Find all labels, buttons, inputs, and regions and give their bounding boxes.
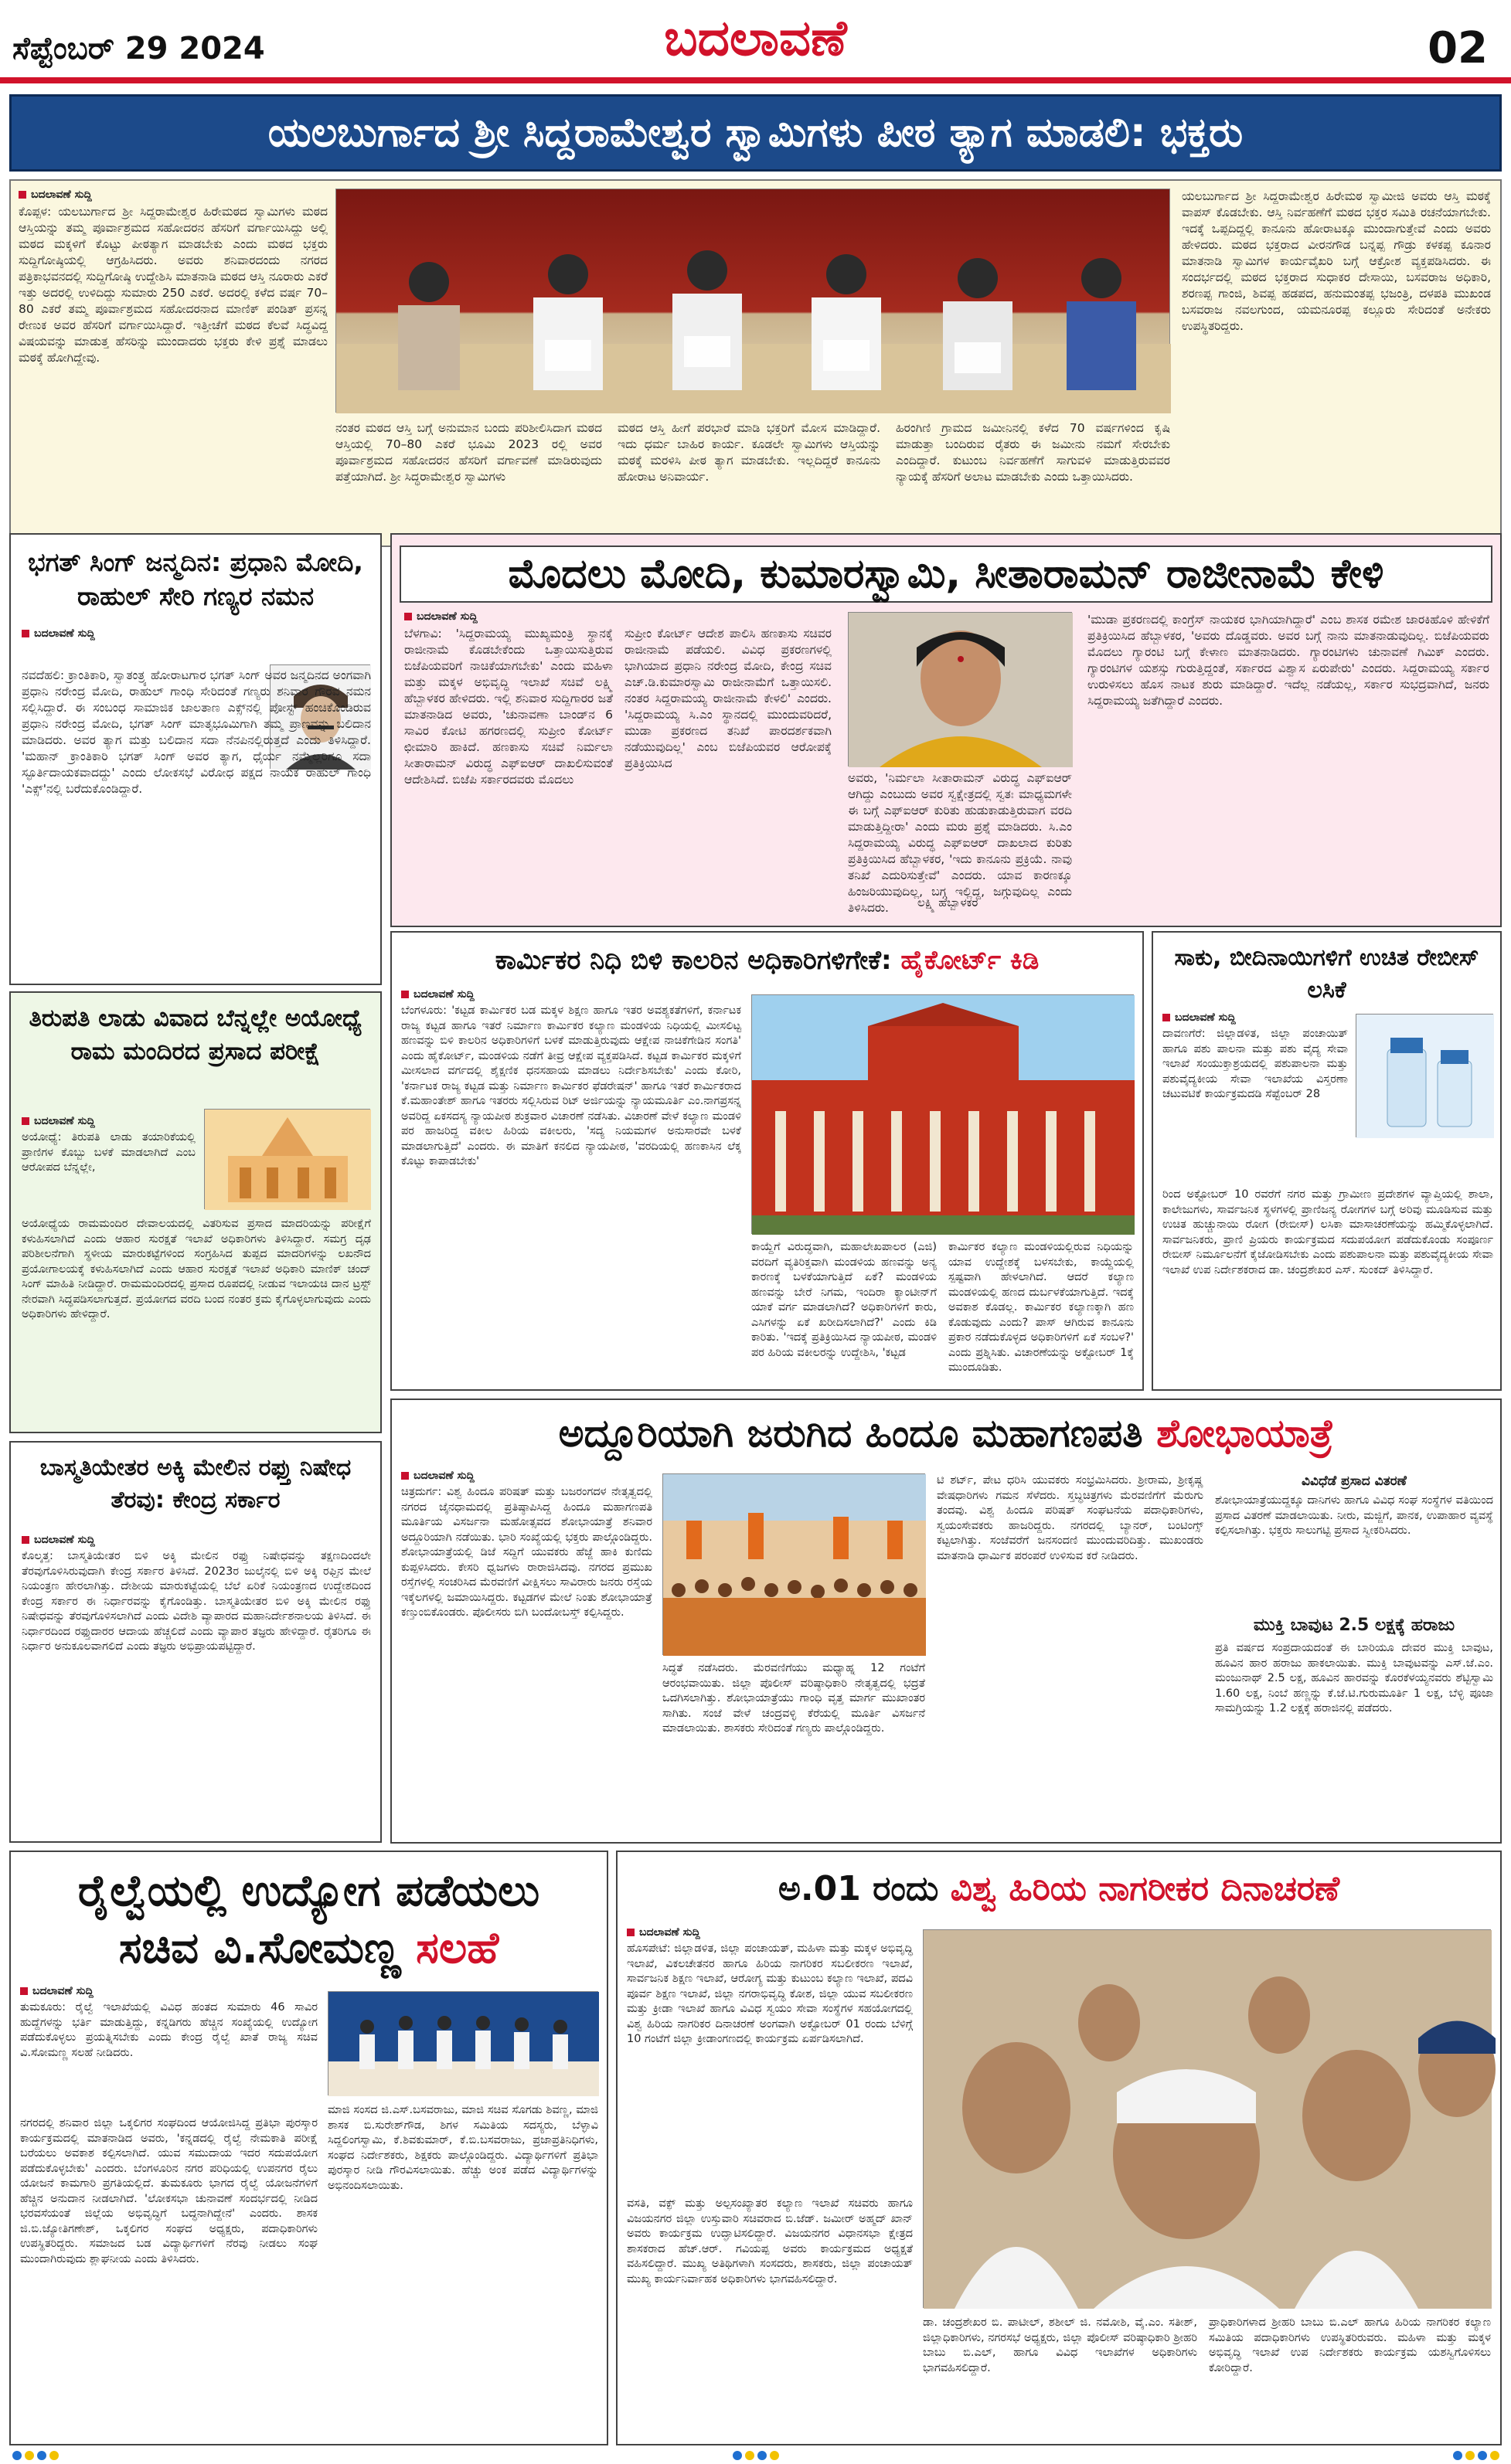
karmika-headline-accent: ಹೈಕೋರ್ಟ್ ಕಿಡಿ <box>900 945 1040 976</box>
byline: ಬದಲಾವಣೆ ಸುದ್ದಿ <box>22 627 380 640</box>
byline: ಬದಲಾವಣೆ ಸುದ್ದಿ <box>401 1470 652 1482</box>
crowd-procession-illustration <box>663 1474 926 1656</box>
rabies-headline: ಸಾಕು, ಬೀದಿನಾಯಿಗಳಿಗೆ ಉಚಿತ ರೇಬೀಸ್ ಲಸಿಕೆ <box>1174 944 1479 1004</box>
top-headline-band <box>9 94 1502 172</box>
byline: ಬದಲಾವಣೆ ಸುದ್ದಿ <box>22 1115 196 1127</box>
footer-dots-right <box>1453 2451 1499 2460</box>
tirupati-headline: ತಿರುಪತಿ ಲಾಡು ವಿವಾದ ಬೆನ್ನಲ್ಲೇ ಅಯೋಧ್ಯೆ ರಾಮ ಮಂದಿರದ ಪ್ರಸಾದ ಪರೀಕ್ಷೆ <box>29 1004 362 1065</box>
elders-body-c: ಡಾ. ಚಂದ್ರಶೇಖರ ಬಿ. ಪಾಟೀಲ್, ಶಶೀಲ್ ಜಿ. ನಮೋಶಿ, ವೈ.ಎಂ. ಸತೀಶ್, ಜಿಲ್ಲಾಧಿಕಾರಿಗಳು, ನಗರಸಭೆ ಅಧ್ಯಕ್ಷರು, ಜಿಲ್ಲಾ ಪೊಲೀಸ್ ವರಿಷ್ಠಾಧಿಕಾರಿ ಶ್ರೀಹರಿ ಬಾಬು ಬಿ.ಎಲ್, ಹಾಗೂ ವಿವಿಧ ಇಲಾಖೆಗಳ ಅಧಿಕಾರಿಗಳು ಭಾಗವಹಿಸಲಿದ್ದಾರೆ. <box>923 2316 1197 2374</box>
masthead-rule <box>0 77 1511 83</box>
karmika-col1-text: ಬೆಂಗಳೂರು: 'ಕಟ್ಟಡ ಕಾರ್ಮಿಕರ ಬಡ ಮಕ್ಕಳ ಶಿಕ್ಷಣ ಹಾಗೂ ಇತರ ಅವಶ್ಯಕತೆಗಳಿಗೆ, ಕರ್ನಾಟಕ ರಾಜ್ಯ ಕಟ್ಟಡ ಹಾಗೂ ಇತರೆ ನಿರ್ಮಾಣ ಕಾರ್ಮಿಕರ ಕಲ್ಯಾಣ ಮಂಡಳಿಯ ನಿಧಿಯಲ್ಲಿ ಮೀಸಲಿಟ್ಟ ಹಣವನ್ನು ಬಿಳಿ ಕಾಲರಿನ ಅಧಿಕಾರಿಗಳಿಗೆ ಬಳಕೆ ಮಾಡುತ್ತಿರುವುದು ಆಕ್ಷೇಪ ನಾಚಿಕೆಗೇಡಿನ ಸಂಗತಿ' ಎಂದು ಹೈಕೋರ್ಟ್, ಮಂಡಳಿಯ ನಡೆಗೆ ತೀವ್ರ ಆಕ್ಷೇಪ ವ್ಯಕ್ತಪಡಿಸಿದೆ. ಕಟ್ಟಡ ಕಾರ್ಮಿಕರ ಮಕ್ಕಳಿಗೆ ಮೀಸಲಾದ ವರ್ಗದಲ್ಲಿ ಶೈಕ್ಷಣಿಕ ಧನಸಹಾಯ ಮಾಡಲು ನಿರ್ದೇಶಿಸಬೇಕು' ಎಂದು ಕೋರಿ, 'ಕರ್ನಾಟಕ ರಾಜ್ಯ ಕಟ್ಟಡ ಮತ್ತು ನಿರ್ಮಾಣ ಕಾರ್ಮಿಕರ ಫೆಡರೇಷನ್' ಹಾಗೂ ಇತರೆ ಕಾರ್ಮಿಕರಾದ ಕೆ.ಮಹಾಂತೇಶ್ ಹಾಗೂ ಇತರರು ಸಲ್ಲಿಸಿರುವ ರಿಟ್ ಅರ್ಜಿಯನ್ನು ನ್ಯಾಯಮೂರ್ತಿ ಎಂ.ನಾಗಪ್ರಸನ್ನ ಅವರಿದ್ದ ಏಕಸದಸ್ಯ ನ್ಯಾಯಪೀಠ ಶುಕ್ರವಾರ ವಿಚಾರಣೆ ನಡೆಸಿತು. ವಿಚಾರಣೆ ವೇಳೆ ಕಲ್ಯಾಣ ಮಂಡಳಿ ಪರ ಹಾಜರಿದ್ದ ವಕೀಲ ಹಿರಿಯ ವಕೀಲರು, 'ಸದ್ಯ ನಿಯಮಗಳ ಅನುಸಾರವೇ ಬಳಕೆ ಮಾಡಲಾಗುತ್ತಿದೆ' ಎಂದರು. ಈ ಮಾತಿಗೆ ಕನಲಿದ ನ್ಯಾಯಪೀಠ, 'ವರದಿಯಲ್ಲಿ ಹಣಕಾಸಿನ ಲೆಕ್ಕ ಕೊಟ್ಟು ಕಾಪಾಡಬೇಕು' <box>401 1004 741 1167</box>
ganapati-headline-accent: ಶೋಭಾಯಾತ್ರೆ <box>1156 1411 1334 1456</box>
woman-portrait-illustration <box>849 613 1073 767</box>
hebbalkar-photo <box>848 612 1072 766</box>
seated-men-illustration <box>336 189 1171 413</box>
ganapati-headline-main: ಅದ್ದೂರಿಯಾಗಿ ಜರುಗಿದ ಹಿಂದೂ ಮಹಾಗಣಪತಿ <box>558 1411 1143 1456</box>
top-under3-text: ಹಿರಂಗಿಣಿ ಗ್ರಾಮದ ಜಮೀನಿನಲ್ಲಿ ಕಳೆದ 70 ವರ್ಷಗಳಿಂದ ಕೃಷಿ ಮಾಡುತ್ತಾ ಬಂದಿರುವ ರೈತರು ಈ ಜಮೀನು ನಮಗೆ ಸೇರಬೇಕು ಎಂದಿದ್ದಾರೆ. ಕುಟುಂಬ ನಿರ್ವಹಣೆಗೆ ಸಾಗುವಳಿ ಮಾಡುತ್ತಿರುವವರ ನ್ಯಾಯಕ್ಕೆ ಹೆಸರಿಗೆ ಅಲಾಟ ಮಾಡಬೇಕು ಎಂದು ಒತ್ತಾಯಿಸಿದರು. <box>896 421 1170 484</box>
temple-illustration <box>205 1110 371 1210</box>
issue-date: ಸೆಪ್ಟೆಂಬರ್ 29 2024 <box>12 31 265 66</box>
railway-body-b: ನಗರದಲ್ಲಿ ಶನಿವಾರ ಜಿಲ್ಲಾ ಒಕ್ಕಲಿಗರ ಸಂಘದಿಂದ ಆಯೋಜಿಸಿದ್ದ ಪ್ರತಿಭಾ ಪುರಸ್ಕಾರ ಕಾರ್ಯಕ್ರಮದಲ್ಲಿ ಮಾತನಾಡಿದ ಅವರು, 'ಕನ್ನಡದಲ್ಲಿ ರೈಲ್ವೆ ನೇಮಕಾತಿ ಪರೀಕ್ಷೆ ಬರೆಯಲು ಅವಕಾಶ ಕಲ್ಪಿಸಲಾಗಿದೆ. ಯುವ ಸಮುದಾಯ ಇದರ ಸದುಪಯೋಗ ಪಡೆದುಕೊಳ್ಳಬೇಕು' ಎಂದರು. ಬೆಂಗಳೂರಿನ ನಗರ ಪರಿಧಿಯಲ್ಲಿ ಉಪನಗರ ರೈಲು ಯೋಜನೆ ಕಾಮಗಾರಿ ಪ್ರಗತಿಯಲ್ಲಿದೆ. ತುಮಕೂರು ಭಾಗದ ರೈಲ್ವೆ ಯೋಜನೆಗಳಿಗೆ ಹೆಚ್ಚಿನ ಅನುದಾನ ನೀಡಲಾಗಿದೆ. 'ಲೋಕಸಭಾ ಚುನಾವಣೆ ಸಂದರ್ಭದಲ್ಲಿ ನೀಡಿದ ಭರವಸೆಯಂತೆ ಜಿಲ್ಲೆಯ ಅಭಿವೃದ್ಧಿಗೆ ಬದ್ಧನಾಗಿದ್ದೇನೆ' ಎಂದರು. ಶಾಸಕ ಜಿ.ಬಿ.ಜ್ಯೋತಿಗಣೇಶ್, ಒಕ್ಕಲಿಗರ ಸಂಘದ ಅಧ್ಯಕ್ಷರು, ಪದಾಧಿಕಾರಿಗಳು ಉಪಸ್ಥಿತರಿದ್ದರು. ಸಮಾಜದ ಬಡ ವಿದ್ಯಾರ್ಥಿಗಳಿಗೆ ನೆರವು ನೀಡಲು ಸಂಘ ಮುಂದಾಗಿರುವುದು ಶ್ಲಾಘನೀಯ ಎಂದು ತಿಳಿಸಿದರು. <box>20 2117 318 2265</box>
ganapati-headline <box>400 1408 1492 1459</box>
procession-photo <box>662 1473 925 1655</box>
elders-body-b: ವಸತಿ, ವಕ್ಫ್ ಮತ್ತು ಅಲ್ಪಸಂಖ್ಯಾತರ ಕಲ್ಯಾಣ ಇಲಾಖೆ ಸಚಿವರು ಹಾಗೂ ವಿಜಯನಗರ ಜಿಲ್ಲಾ ಉಸ್ತುವಾರಿ ಸಚಿವರಾದ ಬಿ.ಜೆಡ್. ಜಮೀರ್ ಅಹ್ಮದ್ ಖಾನ್ ಅವರು ಕಾರ್ಯಕ್ರಮ ಉದ್ಘಾಟಿಸಲಿದ್ದಾರೆ. ವಿಜಯನಗರ ವಿಧಾನಸಭಾ ಕ್ಷೇತ್ರದ ಶಾಸಕರಾದ ಹೆಚ್.ಆರ್. ಗವಿಯಪ್ಪ ಅವರು ಕಾರ್ಯಕ್ರಮದ ಅಧ್ಯಕ್ಷತೆ ವಹಿಸಲಿದ್ದಾರೆ. ಮುಖ್ಯ ಅತಿಥಿಗಳಾಗಿ ಸಂಸದರು, ಶಾಸಕರು, ಜಿಲ್ಲಾ ಪಂಚಾಯತ್ ಮುಖ್ಯ ಕಾರ್ಯನಿರ್ವಾಹಕ ಅಧಿಕಾರಿಗಳು ಭಾಗವಹಿಸಲಿದ್ದಾರೆ. <box>627 2197 913 2286</box>
karmika-headline <box>398 942 1136 979</box>
elders-photo <box>923 1929 1491 2308</box>
ganapati-side-head2: ಮುಕ್ತಿ ಬಾವುಟ 2.5 ಲಕ್ಷಕ್ಕೆ ಹರಾಜು <box>1253 1616 1455 1635</box>
ganapati-side-body2: ಪ್ರತಿ ವರ್ಷದ ಸಂಪ್ರದಾಯದಂತೆ ಈ ಬಾರಿಯೂ ದೇವರ ಮುಕ್ತಿ ಬಾವುಟ, ಹೂವಿನ ಹಾರ ಹರಾಜು ಹಾಕಲಾಯಿತು. ಮುಕ್ತಿ ಬಾವುಟವನ್ನು ಎಸ್.ಜೆ.ಎಂ. ಮಂಜುನಾಥ್ 2.5 ಲಕ್ಷ, ಹೂವಿನ ಹಾರವನ್ನು ಕೊರಕೆಳಯ್ಯನವರು ಶೆಟ್ಟಿಸ್ವಾಮಿ 1.60 ಲಕ್ಷ, ನಿಂಬೆ ಹಣ್ಣನ್ನು ಕೆ.ಜೆ.ಟಿ.ಗುರುಮೂರ್ತಿ 1 ಲಕ್ಷ, ಬೆಳ್ಳಿ ಪೂಜಾ ಸಾಮಗ್ರಿಯನ್ನು 1.2 ಲಕ್ಷಕ್ಕೆ ಹರಾಜಿನಲ್ಲಿ ಪಡೆದರು. <box>1215 1642 1493 1715</box>
elders-body-a: ಹೊಸಪೇಟೆ: ಜಿಲ್ಲಾಡಳಿತ, ಜಿಲ್ಲಾ ಪಂಚಾಯತ್, ಮಹಿಳಾ ಮತ್ತು ಮಕ್ಕಳ ಅಭಿವೃದ್ಧಿ ಇಲಾಖೆ, ವಿಕಲಚೇತನರ ಹಾಗೂ ಹಿರಿಯ ನಾಗರಿಕರ ಸಬಲೀಕರಣ ಇಲಾಖೆ, ಸಾರ್ವಜನಿಕ ಶಿಕ್ಷಣ ಇಲಾಖೆ, ಆರೋಗ್ಯ ಮತ್ತು ಕುಟುಂಬ ಕಲ್ಯಾಣ ಇಲಾಖೆ, ಪದವಿ ಪೂರ್ವ ಶಿಕ್ಷಣ ಇಲಾಖೆ, ಜಿಲ್ಲಾ ನಗರಾಭಿವೃದ್ಧಿ ಕೋಶ, ಜಿಲ್ಲಾ ಯುವ ಸಬಲೀಕರಣ ಮತ್ತು ಕ್ರೀಡಾ ಇಲಾಖೆ ಹಾಗೂ ವಿವಿಧ ಸ್ವಯಂ ಸೇವಾ ಸಂಸ್ಥೆಗಳ ಸಹಯೋಗದಲ್ಲಿ ವಿಶ್ವ ಹಿರಿಯ ನಾಗರಿಕರ ದಿನಾಚರಣೆ ಅಂಗವಾಗಿ ಅಕ್ಟೋಬರ್ 01 ರಂದು ಬೆಳಿಗ್ಗೆ 10 ಗಂಟೆಗೆ ಜಿಲ್ಲಾ ಕ್ರೀಡಾಂಗಣದಲ್ಲಿ ಕಾರ್ಯಕ್ರಮ ಏರ್ಪಡಿಸಲಾಗಿದೆ. <box>627 1942 913 2045</box>
top-under1-text: ನಂತರ ಮಠದ ಆಸ್ತಿ ಬಗ್ಗೆ ಅನುಮಾನ ಬಂದು ಪರಿಶೀಲಿಸಿದಾಗ ಮಠದ ಆಸ್ತಿಯಲ್ಲಿ 70–80 ಎಕರೆ ಭೂಮಿ 2023 ರಲ್ಲಿ ಅವರ ಪೂರ್ವಾಶ್ರಮದ ಸಹೋದರನ ಹೆಸರಿಗೆ ವರ್ಗಾವಣೆ ಮಾಡಿರುವುದು ಪತ್ತೆಯಾಗಿದೆ. ಶ್ರೀ ಸಿದ್ಧರಾಮೇಶ್ವರ ಸ್ವಾಮಿಗಳು <box>335 421 602 484</box>
top-col1-text: ಕೊಪ್ಪಳ: ಯಲಬುರ್ಗಾದ ಶ್ರೀ ಸಿದ್ದರಾಮೇಶ್ವರ ಹಿರೇಮಠದ ಸ್ವಾಮಿಗಳು ಮಠದ ಆಸ್ತಿಯನ್ನು ತಮ್ಮ ಪೂರ್ವಾಶ್ರಮದ ಸಹೋದರನ ಹೆಸರಿಗೆ ವರ್ಗಾಯಿಸಿದ್ದು ಅಲ್ಲಿ ಮಠದ ಮಕ್ಕಳಿಗೆ ಕೊಟ್ಟು ಪೀಠತ್ಯಾಗ ಮಾಡಬೇಕು ಎಂದು ಮಠದ ಭಕ್ತರು ಸುದ್ದಿಗೋಷ್ಠಿಯಲ್ಲಿ ಆಗ್ರಹಿಸಿದರು. ಅವರು ಶನಿವಾರದಂದು ನಗರದ ಪತ್ರಿಕಾಭವನದಲ್ಲಿ ಸುದ್ದಿಗೋಷ್ಠಿ ಉದ್ದೇಶಿಸಿ ಮಾತನಾಡಿ ಮಠದ ಆಸ್ತಿ ನೂರಾರು ಎಕರೆ ಇತ್ತು ಅದರಲ್ಲಿ ಉಳಿದಿದ್ದು ಸುಮಾರು 250 ಎಕರೆ. ಅದರಲ್ಲಿ ಕಳೆದ ವರ್ಷ 70–80 ಎಕರೆ ತಮ್ಮ ಪೂರ್ವಾಶ್ರಮದ ಸಹೋದರನಾದ ಮಾಣಿಕ್ ಪಂಡಿತ್ ಪ್ರಸನ್ನ ರೇಣುಕ ಅವರ ಹೆಸರಿಗೆ ವರ್ಗಾಯಿಸಿದ್ದಾರೆ. ಇತ್ತೀಚೆಗೆ ಮಠದ ಕೆಲವೆ ಸಿದ್ಧವಿದ್ದ ವಿಷಯವನ್ನು ಮಾಡುತ್ತ ಹೆಸರಿನ್ನು ಮುಂದಾದರು ಭಕ್ತರು ಕೇಳಿ ಪ್ರಶ್ನೆ ಮಾಡಲು ಮಠಕ್ಕೆ ಹೋಗಿದ್ದೇವು. <box>19 205 328 365</box>
tirupati-body-b: ಅಯೋಧ್ಯೆಯ ರಾಮಮಂದಿರ ದೇವಾಲಯದಲ್ಲಿ ವಿತರಿಸುವ ಪ್ರಸಾದ ಮಾದರಿಯನ್ನು ಪರೀಕ್ಷೆಗೆ ಕಳುಹಿಸಲಾಗಿದೆ ಎಂದು ಆಹಾರ ಸುರಕ್ಷತೆ ಇಲಾಖೆ ಅಧಿಕಾರಿಗಳು ತಿಳಿಸಿದ್ದಾರೆ. ಸಮಗ್ರ ದೃಢ ಪರಿಶೀಲನೆಗಾಗಿ ಸ್ಥಳೀಯ ಮಾರುಕಟ್ಟೆಗಳಿಂದ ಸಂಗ್ರಹಿಸಿದ ತುಪ್ಪದ ಮಾದರಿಗಳನ್ನು ಲಖನೌದ ಪ್ರಯೋಗಾಲಯಕ್ಕೆ ಕಳುಹಿಸಲಾಗಿದೆ ಎಂದು ಆಹಾರ ಸುರಕ್ಷತೆ ಇಲಾಖೆ ಅಧಿಕಾರಿ ಮಾಣಿಕ್ ಚಂದ್ ಸಿಂಗ್ ಮಾಹಿತಿ ನೀಡಿದ್ದಾರೆ. ರಾಮಮಂದಿರದಲ್ಲಿ ಪ್ರಸಾದ ರೂಪದಲ್ಲಿ ನೀಡುವ ಇಲಾಯಚಿ ದಾನ ಟ್ರಸ್ಟ್‌ ನೇರವಾಗಿ ಸಿದ್ಧಪಡಿಸಲಾಗುತ್ತದೆ. ಪ್ರಯೋಗದ ವರದಿ ಬಂದ ನಂತರ ಕ್ರಮ ಕೈಗೊಳ್ಳಲಾಗುವುದು ಎಂದು ಅಧಿಕಾರಿಗಳು ಹೇಳಿದ್ದಾರೆ. <box>22 1218 371 1320</box>
modi-headline: ಮೊದಲು ಮೋದಿ, ಕುಮಾರಸ್ವಾಮಿ, ಸೀತಾರಾಮನ್ ರಾಜೀನಾಮೆ ಕೇಳಿ <box>400 545 1492 603</box>
ganapati-col3-text: ಟಿ ಶರ್ಟ್, ಪೇಟ ಧರಿಸಿ ಯುವಕರು ಸಂಭ್ರಮಿಸಿದರು. ಶ್ರೀರಾಮ, ಶ್ರೀಕೃಷ್ಣ ವೇಷಧಾರಿಗಳು ಗಮನ ಸೆಳೆದರು. ಸ್ತಬ್ಧಚಿತ್ರಗಳು ಮೆರವಣಿಗೆಗೆ ಮೆರುಗು ತಂದವು. ವಿಶ್ವ ಹಿಂದೂ ಪರಿಷತ್ ಸಂಘಟನೆಯ ಪದಾಧಿಕಾರಿಗಳು, ಸ್ವಯಂಸೇವಕರು ಹಾಜರಿದ್ದರು. ನಗರದಲ್ಲಿ ಬ್ಯಾನರ್, ಬಂಟಿಂಗ್ಸ್ ಕಟ್ಟಲಾಗಿತ್ತು. ಸಂಜೆವರೆಗೆ ಜನಸಂದಣಿ ಮುಂದುವರಿದಿತ್ತು. ಮುಖಂಡರು ಮಾತನಾಡಿ ಧಾರ್ಮಿಕ ಪರಂಪರೆ ಉಳಿಸುವ ಕರೆ ನೀಡಿದರು. <box>937 1474 1203 1562</box>
stage-illustration <box>328 1992 599 2096</box>
modi-col2-text: ಸುಪ್ರೀಂ ಕೋರ್ಟ್ ಆದೇಶ ಪಾಲಿಸಿ ಹಣಕಾಸು ಸಚಿವರ ರಾಜೀನಾಮೆ ಪಡೆಯಲಿ. ವಿವಿಧ ಪ್ರಕರಣಗಳಲ್ಲಿ ಭಾಗಿಯಾದ ಪ್ರಧಾನಿ ನರೇಂದ್ರ ಮೋದಿ, ಕೇಂದ್ರ ಸಚಿವ ಎಚ್.ಡಿ.ಕುಮಾರಸ್ವಾಮಿ ರಾಜೀನಾಮೆಗೆ ಒತ್ತಾಯಿಸಲಿ. ನಂತರ ಸಿದ್ದರಾಮಯ್ಯ ರಾಜೀನಾಮೆ ಕೇಳಲಿ' ಎಂದರು. 'ಸಿದ್ದರಾಮಯ್ಯ ಸಿ.ಎಂ ಸ್ಥಾನದಲ್ಲಿ ಮುಂದುವರಿದರೆ, ಮುಡಾ ಪ್ರಕರಣದ ತನಿಖೆ ಪಾರದರ್ಶಕವಾಗಿ ನಡೆಯುವುದಿಲ್ಲ' ಎಂಬ ಬಿಜೆಪಿಯವರ ಆರೋಪಕ್ಕೆ ಪ್ರತಿಕ್ರಿಯಿಸಿದ <box>624 627 832 770</box>
rabies-article <box>1152 931 1502 1391</box>
masthead <box>0 0 1511 85</box>
modi-col1-text: ಬೆಳಗಾವಿ: 'ಸಿದ್ದರಾಮಯ್ಯ ಮುಖ್ಯಮಂತ್ರಿ ಸ್ಥಾನಕ್ಕೆ ರಾಜೀನಾಮೆ ಕೊಡಬೇಕೆಂದು ಒತ್ತಾಯಿಸುತ್ತಿರುವ ಬಿಜೆಪಿಯವರಿಗೆ ನಾಚಿಕೆಯಾಗಬೇಕು' ಎಂದು ಮಹಿಳಾ ಮತ್ತು ಮಕ್ಕಳ ಅಭಿವೃದ್ಧಿ ಇಲಾಖೆ ಸಚಿವೆ ಲಕ್ಷ್ಮಿ ಹೆಬ್ಬಾಳಕರ ಹೇಳಿದರು. ಇಲ್ಲಿ ಶನಿವಾರ ಸುದ್ದಿಗಾರರ ಜತೆ ಮಾತನಾಡಿದ ಅವರು, 'ಚುನಾವಣಾ ಬಾಂಡ್‌ನ 6 ಸಾವಿರ ಕೋಟಿ ಹಗರಣದಲ್ಲಿ ಸುಪ್ರೀಂ ಕೋರ್ಟ್ ಛೀಮಾರಿ ಹಾಕಿದೆ. ಹಣಕಾಸು ಸಚಿವೆ ನಿರ್ಮಲಾ ಸೀತಾರಾಮನ್ ವಿರುದ್ಧ ಎಫ್‌ಐಆರ್ ದಾಖಲಿಸುವಂತೆ ಆದೇಶಿಸಿದೆ. ಬಿಜೆಪಿ ಸರ್ಕಾರದವರು ಮೊದಲು <box>404 627 613 787</box>
footer-dots-left <box>12 2451 59 2460</box>
ganapati-side-head1: ವಿವಿಧೆಡೆ ಪ್ರಸಾದ ವಿತರಣೆ <box>1302 1473 1407 1489</box>
karmika-article <box>390 931 1144 1391</box>
elders-headline-main: ಅ.01 ರಂದು <box>778 1869 939 1908</box>
rabies-body-a: ದಾವಣಗೆರೆ: ಜಿಲ್ಲಾಡಳಿತ, ಜಿಲ್ಲಾ ಪಂಚಾಯಿತ್ ಹಾಗೂ ಪಶು ಪಾಲನಾ ಮತ್ತು ಪಶು ವೈದ್ಯ ಸೇವಾ ಇಲಾಖೆ ಸಂಯುಕ್ತಾಶ್ರಯದಲ್ಲಿ ಪಶುಪಾಲನಾ ಮತ್ತು ಪಶುವೈದ್ಯಕೀಯ ಸೇವಾ ಇಲಾಖೆಯ ವಿಸ್ತರಣಾ ಚಟುವಟಿಕೆ ಕಾರ್ಯಕ್ರಮದಡಿ ಸೆಪ್ಟೆಂಬರ್ 28 <box>1162 1028 1348 1100</box>
railway-body-c: ಮಾಜಿ ಸಂಸದ ಜಿ.ಎಸ್.ಬಸವರಾಜು, ಮಾಜಿ ಸಚಿವ ಸೊಗಡು ಶಿವಣ್ಣ, ಮಾಜಿ ಶಾಸಕ ಬಿ.ಸುರೇಶ್‌ಗೌಡ, ಶಿಗಳ ಸಮಿತಿಯ ಸದಸ್ಯರು, ಬೆಳ್ಳಾವಿ ಸಿದ್ದಲಿಂಗಸ್ವಾಮಿ, ಕೆ.ಶಿವಕುಮಾರ್, ಕೆ.ಬಿ.ಬಸವರಾಜು, ಪ್ರಜಾಪ್ರತಿನಿಧಿಗಳು, ಸಂಘದ ನಿರ್ದೇಶಕರು, ಶಿಕ್ಷಕರು ಪಾಲ್ಗೊಂಡಿದ್ದರು. ವಿದ್ಯಾರ್ಥಿಗಳಿಗೆ ಪ್ರತಿಭಾ ಪುರಸ್ಕಾರ ನೀಡಿ ಗೌರವಿಸಲಾಯಿತು. ಹೆಚ್ಚು ಅಂಕ ಪಡೆದ ವಿದ್ಯಾರ್ಥಿಗಳನ್ನು ಅಭಿನಂದಿಸಲಾಯಿತು. <box>328 2104 598 2192</box>
modi-col3-text: ಅವರು, 'ನಿರ್ಮಲಾ ಸೀತಾರಾಮನ್ ವಿರುದ್ಧ ಎಫ್‌ಐಆರ್ ಆಗಿದ್ದು ಎಂಬುದು ಅವರ ಸ್ವಕ್ಷೇತ್ರದಲ್ಲಿ ಸ್ವತಃ ಮಾಧ್ಯಮಗಳೇ ಈ ಬಗ್ಗೆ ಎಫ್‌ಐಆರ್ ಕುರಿತು ಹುಡುಕಾಡುತ್ತಿರುವಾಗ ವರದಿ ಮಾಡುತ್ತಿದ್ದೀರಾ' ಎಂದು ಮರು ಪ್ರಶ್ನೆ ಮಾಡಿದರು. ಸಿ.ಎಂ ಸಿದ್ದರಾಮಯ್ಯ ವಿರುದ್ಧ ಎಫ್‌ಐಆರ್ ದಾಖಲಾದ ಕುರಿತು ಪ್ರತಿಕ್ರಿಯಿಸಿದ ಹೆಬ್ಬಾಳಕರ, 'ಇದು ಕಾನೂನು ಪ್ರಕ್ರಿಯೆ. ನಾವು ತನಿಖೆ ಎದುರಿಸುತ್ತೇವೆ' ಎಂದರು. ಯಾವ ಕಾರಣಕ್ಕೂ ಹಿಂಜರಿಯುವುದಿಲ್ಲ, ಬಗ್ಗ ಇಲ್ಲಿದ್ದ, ಜಗ್ಗುವುದಿಲ್ಲ ಎಂದು ತಿಳಿಸಿದರು. <box>848 771 1072 915</box>
modi-col4-text: 'ಮುಡಾ ಪ್ರಕರಣದಲ್ಲಿ ಕಾಂಗ್ರೆಸ್ ನಾಯಕರ ಭಾಗಿಯಾಗಿದ್ದಾರೆ' ಎಂಬ ಶಾಸಕ ರಮೇಶ ಜಾರಕಿಹೊಳಿ ಹೇಳಿಕೆಗೆ ಪ್ರತಿಕ್ರಿಯಿಸಿದ ಹೆಬ್ಬಾಳಕರ, 'ಅವರು ದೊಡ್ಡವರು. ಅವರ ಬಗ್ಗೆ ನಾನು ಮಾತನಾಡುವುದಿಲ್ಲ. ಬಿಜೆಪಿಯವರು ಮೊದಲು ಗ್ಯಾರಂಟಿ ಬಗ್ಗೆ ಕೇಳಾಣ ಮಾತನಾಡಿದರು. ಗ್ಯಾರಂಟಿಗಳು ಚುನಾವಣೆ ಗಿಮಿಕ್ ಎಂದರು. ಗ್ಯಾರಂಟಿಗಳ ಯಶಸ್ಸು ಗುರುತ್ತಿದ್ದಂತೆ, ಸರ್ಕಾರದ ವಿಶ್ವಾಸ ಏರುಪೇರು' ಎಂದರು. ಸಿದ್ದರಾಮಯ್ಯ ಸರ್ಕಾರ ಉರುಳಿಸಲು ಹೊಸ ನಾಟಕ ಶುರು ಮಾಡಿದ್ದಾರೆ. ಇದೆಲ್ಲ ನಡೆಯಲ್ಲ, ಸರ್ಕಾರ ಸುಭದ್ರವಾಗಿದೆ, ಜನರು ಸಿದ್ದರಾಮಯ್ಯ ಜತೆಗಿದ್ದಾರೆ ಎಂದರು. <box>1087 613 1489 708</box>
karmika-headline-main: ಕಾರ್ಮಿಕರ ನಿಧಿ ಬಿಳಿ ಕಾಲರಿನ ಅಧಿಕಾರಿಗಳಿಗೇಕೆ: <box>495 945 892 976</box>
high-court-photo <box>751 994 1134 1234</box>
top-article <box>9 179 1502 547</box>
bhagat-article <box>9 533 382 985</box>
rabies-body-b: ರಿಂದ ಅಕ್ಟೋಬರ್ 10 ರವರೆಗೆ ನಗರ ಮತ್ತು ಗ್ರಾಮೀಣ ಪ್ರದೇಶಗಳ ವ್ಯಾಪ್ತಿಯಲ್ಲಿ ಶಾಲಾ, ಕಾಲೇಜುಗಳು, ಸಾರ್ವಜನಿಕ ಸ್ಥಳಗಳಲ್ಲಿ ಪ್ರಾಣಿಜನ್ಯ ರೋಗಗಳ ಬಗ್ಗೆ ಅರಿವು ಮೂಡಿಸುವ ಮತ್ತು ಉಚಿತ ಹುಚ್ಚುನಾಯಿ ರೋಗ (ರೇಬೀಸ್) ಲಸಿಕಾ ಮಾಸಾಚರಣೆಯನ್ನು ಹಮ್ಮಿಕೊಳ್ಳಲಾಗಿದೆ. ಸಾರ್ವಜನಿಕರು, ಪ್ರಾಣಿ ಪ್ರಿಯರು ಕಾರ್ಯಕ್ರಮದ ಸದುಪಯೋಗ ಪಡೆದುಕೊಂಡು ಸಂಪೂರ್ಣ ರೇಬೀಸ್ ನಿರ್ಮೂಲನೆಗೆ ಕೈಜೋಡಿಸಬೇಕು ಎಂದು ಪಶುಪಾಲನಾ ಮತ್ತು ಪಶುವೈದ್ಯಕೀಯ ಸೇವಾ ಇಲಾಖೆ ಉಪ ನಿರ್ದೇಶಕರಾದ ಡಾ. ಚಂದ್ರಶೇಖರ ಎಸ್. ಸುಂಕದ್ ತಿಳಿಸಿದ್ದಾರೆ. <box>1162 1188 1493 1276</box>
high-court-building-illustration <box>752 995 1135 1235</box>
railway-headline-accent: ಸಲಹೆ <box>416 1923 499 1973</box>
page-number: 02 <box>1428 23 1488 73</box>
rice-article <box>9 1441 382 1843</box>
karmika-col2-text: ಕಾಯ್ದೆಗೆ ವಿರುದ್ಧವಾಗಿ, ಮಹಾಲೇಖಪಾಲರ (ಎಜಿ) ವರದಿಗೆ ವ್ಯತಿರಿಕ್ತವಾಗಿ ಮಂಡಳಿಯ ಹಣವನ್ನು ಅನ್ಯ ಕಾರಣಕ್ಕೆ ಬಳಕೆಯಾಗುತ್ತಿದೆ ಏಕೆ? ಮಂಡಳಿಯ ಹಣವನ್ನು ಬೇರೆ ನಿಗಮ, ಇಂದಿರಾ ಕ್ಯಾಂಟೀನ್‌ಗೆ ಯಾಕೆ ವರ್ಗ ಮಾಡಲಾಗಿದೆ? ಅಧಿಕಾರಿಗಳಿಗೆ ಕಾರು, ಎಸಿಗಳನ್ನು ಏಕೆ ಖರೀದಿಸಲಾಗಿದೆ?' ಎಂದು ಕಿಡಿ ಕಾರಿತು. 'ಇದಕ್ಕೆ ಪ್ರತಿಕ್ರಿಯಿಸಿದ ನ್ಯಾಯಪೀಠ, ಮಂಡಳಿ ಪರ ಹಿರಿಯ ವಕೀಲರನ್ನು ಉದ್ದೇಶಿಸಿ, 'ಕಟ್ಟಡ <box>751 1241 937 1359</box>
modi-article <box>390 533 1502 927</box>
elders-headline-accent: ವಿಶ್ವ ಹಿರಿಯ ನಾಗರೀಕರ ದಿನಾಚರಣೆ <box>950 1869 1340 1908</box>
bhagat-headline: ಭಗತ್ ಸಿಂಗ್ ಜನ್ಮದಿನ: ಪ್ರಧಾನಿ ಮೋದಿ, ರಾಹುಲ್ ಸೇರಿ ಗಣ್ಯರ ನಮನ <box>28 547 363 611</box>
bhagat-body-text: ನವದೆಹಲಿ: ಕ್ರಾಂತಿಕಾರಿ, ಸ್ವಾತಂತ್ರ್ಯ ಹೋರಾಟಗಾರ ಭಗತ್ ಸಿಂಗ್ ಅವರ ಜನ್ಮದಿನದ ಅಂಗವಾಗಿ ಪ್ರಧಾನಿ ನರೇಂದ್ರ ಮೋದಿ, ರಾಹುಲ್ ಗಾಂಧಿ ಸೇರಿದಂತೆ ಗಣ್ಯರು ಶನಿವಾರ ಗೌರವ ನಮನ ಸಲ್ಲಿಸಿದ್ದಾರೆ. ಈ ಸಂಬಂಧ ಸಾಮಾಜಿಕ ಜಾಲತಾಣ ಎಕ್ಸ್‌ನಲ್ಲಿ ಪೋಸ್ಟ್ ಹಂಚಿಕೊಂಡಿರುವ ಪ್ರಧಾನಿ ನರೇಂದ್ರ ಮೋದಿ, ಭಗತ್ ಸಿಂಗ್ ಮಾತೃಭೂಮಿಗಾಗಿ ತಮ್ಮ ಪ್ರಾಣವನ್ನು ಬಲಿದಾನ ಮಾಡಿದರು. ಅವರ ತ್ಯಾಗ ಮತ್ತು ಬಲಿದಾನ ಸದಾ ನೆನಪಿನಲ್ಲಿರುತ್ತದೆ ಎಂದು ತಿಳಿಸಿದ್ದಾರೆ. 'ಮಹಾನ್ ಕ್ರಾಂತಿಕಾರಿ ಭಗತ್ ಸಿಂಗ್ ಅವರ ತ್ಯಾಗ, ಧೈರ್ಯ ನಮ್ಮೆಲ್ಲರಿಗೂ ಸದಾ ಸ್ಫೂರ್ತಿದಾಯಕವಾದದ್ದು' ಎಂದು ಲೋಕಸಭೆ ವಿರೋಧ ಪಕ್ಷದ ನಾಯಕ ರಾಹುಲ್ ಗಾಂಧಿ 'ಎಕ್ಸ್'ನಲ್ಲಿ ಬರೆದುಕೊಂಡಿದ್ದಾರೆ. <box>22 668 371 796</box>
byline: ಬದಲಾವಣೆ ಸುದ್ದಿ <box>22 1534 371 1546</box>
elders-headline <box>625 1866 1492 1912</box>
byline: ಬದಲಾವಣೆ ಸುದ್ದಿ <box>19 189 328 201</box>
tirupati-body-a: ಅಯೋಧ್ಯೆ: ತಿರುಪತಿ ಲಾಡು ತಯಾರಿಕೆಯಲ್ಲಿ ಪ್ರಾಣಿಗಳ ಕೊಬ್ಬು ಬಳಕೆ ಮಾಡಲಾಗಿದೆ ಎಂಬ ಆರೋಪದ ಬೆನ್ನಲ್ಲೇ, <box>22 1131 196 1174</box>
railway-body-a: ತುಮಕೂರು: ರೈಲ್ವೆ ಇಲಾಖೆಯಲ್ಲಿ ವಿವಿಧ ಹಂತದ ಸುಮಾರು 46 ಸಾವಿರ ಹುದ್ದೆಗಳನ್ನು ಭರ್ತಿ ಮಾಡುತ್ತಿದ್ದು, ಕನ್ನಡಿಗರು ಹೆಚ್ಚಿನ ಸಂಖ್ಯೆಯಲ್ಲಿ ಉದ್ಯೋಗ ಪಡೆದುಕೊಳ್ಳಲು ಪ್ರಯತ್ನಿಸಬೇಕು ಎಂದು ಕೇಂದ್ರ ರೈಲ್ವೆ ಖಾತೆ ರಾಜ್ಯ ಸಚಿವ ವಿ.ಸೋಮಣ್ಣ ಸಲಹೆ ನೀಡಿದರು. <box>20 2001 318 2059</box>
byline: ಬದಲಾವಣೆ ಸುದ್ದಿ <box>20 1985 318 1997</box>
railway-headline-line1: ರೈಲ್ವೆಯಲ್ಲಿ ಉದ್ಯೋಗ ಪಡೆಯಲು <box>77 1866 540 1916</box>
press-meet-photo <box>335 189 1170 413</box>
ganapati-side-body1: ಶೋಭಾಯಾತ್ರೆಯುದ್ದಕ್ಕೂ ದಾನಿಗಳು ಹಾಗೂ ವಿವಿಧ ಸಂಘ ಸಂಸ್ಥೆಗಳ ವತಿಯಿಂದ ಪ್ರಸಾದ ವಿತರಣೆ ಮಾಡಲಾಯಿತು. ನೀರು, ಮಜ್ಜಿಗೆ, ಪಾನಕ, ಉಪಾಹಾರ ವ್ಯವಸ್ಥೆ ಕಲ್ಪಿಸಲಾಗಿತ್ತು. ಭಕ್ತರು ಸಾಲುಗಟ್ಟಿ ಪ್ರಸಾದ ಸ್ವೀಕರಿಸಿದರು. <box>1215 1494 1493 1537</box>
ganapati-col2-text: ಸಿದ್ಧತೆ ನಡೆಸಿದರು. ಮೆರವಣಿಗೆಯು ಮಧ್ಯಾಹ್ನ 12 ಗಂಟೆಗೆ ಆರಂಭವಾಯಿತು. ಜಿಲ್ಲಾ ಪೊಲೀಸ್ ವರಿಷ್ಠಾಧಿಕಾರಿ ನೇತೃತ್ವದಲ್ಲಿ ಭದ್ರತೆ ಒದಗಿಸಲಾಗಿತ್ತು. ಶೋಭಾಯಾತ್ರೆಯು ಗಾಂಧಿ ವೃತ್ತ ಮಾರ್ಗ ಮುಖಾಂತರ ಸಾಗಿತು. ಸಂಜೆ ವೇಳೆ ಚಂದ್ರವಳ್ಳಿ ಕೆರೆಯಲ್ಲಿ ಮೂರ್ತಿ ವಿಸರ್ಜನೆ ಮಾಡಲಾಯಿತು. ಶಾಸಕರು ಸೇರಿದಂತೆ ಗಣ್ಯರು ಪಾಲ್ಗೊಂಡಿದ್ದರು. <box>662 1662 925 1735</box>
rice-headline: ಬಾಸ್ಮತಿಯೇತರ ಅಕ್ಕಿ ಮೇಲಿನ ರಫ್ತು ನಿಷೇಧ ತೆರವು: ಕೇಂದ್ರ ಸರ್ಕಾರ <box>39 1454 352 1514</box>
vaccine-vial-illustration <box>1356 1014 1494 1138</box>
railway-article <box>9 1851 608 2445</box>
top-under2-text: ಮಠದ ಆಸ್ತಿ ಹೀಗೆ ಪರಭಾರೆ ಮಾಡಿ ಭಕ್ತರಿಗೆ ಮೋಸ ಮಾಡಿದ್ದಾರೆ. ಇದು ಧರ್ಮ ಬಾಹಿರ ಕಾರ್ಯ. ಕೂಡಲೇ ಸ್ವಾಮಿಗಳು ಆಸ್ತಿಯನ್ನು ಮಠಕ್ಕೆ ಮರಳಿಸಿ ಪೀಠ ತ್ಯಾಗ ಮಾಡಬೇಕು. ಇಲ್ಲದಿದ್ದರೆ ಕಾನೂನು ಹೋರಾಟ ಅನಿವಾರ್ಯ. <box>618 421 880 484</box>
footer-dots-center <box>733 2451 779 2460</box>
top-right-text: ಯಲಬುರ್ಗಾದ ಶ್ರೀ ಸಿದ್ದರಾಮೇಶ್ವರ ಹಿರೇಮಠ ಸ್ವಾಮೀಜಿ ಅವರು ಆಸ್ತಿ ಮಠಕ್ಕೆ ವಾಪಸ್ ಕೊಡಬೇಕು. ಆಸ್ತಿ ನಿರ್ವಹಣೆಗೆ ಮಠದ ಭಕ್ತರ ಸಮಿತಿ ರಚನೆಯಾಗಬೇಕು. ಇದಕ್ಕೆ ಒಪ್ಪದಿದ್ದಲ್ಲಿ ಕಾನೂನು ಹೋರಾಟಕ್ಕೂ ಮುಂದಾಗುತ್ತೇವೆ ಎಂದು ಅವರು ಹೇಳಿದರು. ಮಠದ ಭಕ್ತರಾದ ವೀರನಗೌಡ ಬನ್ನಪ್ಪ ಗೌಡ್ರು ಕಳಕಪ್ಪ ಕೂನಾರ ಮಾತನಾಡಿ ಸ್ವಾಮಿಗಳ ಕಾರ್ಯವೈಖರಿ ಬಗ್ಗೆ ಆಕ್ರೋಶ ವ್ಯಕ್ತಪಡಿಸಿದರು. ಈ ಸಂದರ್ಭದಲ್ಲಿ ಮಠದ ಭಕ್ತರಾದ ಸುಧಾಕರ ದೇಸಾಯಿ, ಬಸವರಾಜ ಅಧಿಕಾರಿ, ಶರಣಪ್ಪ ಗಾಂಜಿ, ಶಿವಪ್ಪ ಹಡಪದ, ಹನುಮಂತಪ್ಪ ಭಜಂತ್ರಿ, ದಳಪತಿ ಮುಖಂಡ ಬಸವರಾಜ ನವಲಗುಂದ, ಯಮನೂರಪ್ಪ ಕಲ್ಲೂರು ಸೇರಿದಂತೆ ಅನೇಕರು ಉಪಸ್ಥಿತರಿದ್ದರು. <box>1182 189 1491 333</box>
top-headline: ಯಲಬುರ್ಗಾದ ಶ್ರೀ ಸಿದ್ದರಾಮೇಶ್ವರ ಸ್ವಾಮಿಗಳು ಪೀಠ ತ್ಯಾಗ ಮಾಡಲಿ: ಭಕ್ತರು <box>267 110 1244 156</box>
ram-mandir-photo <box>204 1109 370 1209</box>
paper-name: ಬದಲಾವಣೆ <box>664 9 847 67</box>
rice-body-text: ಕೊಲ್ಕತ್ತ: ಬಾಸ್ಮತಿಯೇತರ ಬಿಳಿ ಅಕ್ಕಿ ಮೇಲಿನ ರಫ್ತು ನಿಷೇಧವನ್ನು ತಕ್ಷಣದಿಂದಲೇ ತೆರವುಗೊಳಿಸಿರುವುದಾಗಿ ಕೇಂದ್ರ ಸರ್ಕಾರ ತಿಳಿಸಿದೆ. 2023ರ ಜುಲೈನಲ್ಲಿ ಬಿಳಿ ಅಕ್ಕಿ ರಫ್ತಿನ ಮೇಲೆ ನಿಯಂತ್ರಣ ಹೇರಲಾಗಿತ್ತು. ದೇಶೀಯ ಮಾರುಕಟ್ಟೆಯಲ್ಲಿ ಬೆಲೆ ಏರಿಕೆ ನಿಯಂತ್ರಣದ ಉದ್ದೇಶದಿಂದ ಕೇಂದ್ರ ಸರ್ಕಾರ ಈ ನಿರ್ಧಾರವನ್ನು ಕೈಗೊಂಡಿತ್ತು. ಬಾಸ್ಮತಿಯೇತರ ಬಿಳಿ ಅಕ್ಕಿ ಮೇಲಿನ ರಫ್ತು ನಿಷೇಧವನ್ನು ತೆರವುಗೊಳಿಸಲಾಗಿದೆ ಎಂದು ವಿದೇಶಿ ವ್ಯಾಪಾರದ ಮಹಾನಿರ್ದೇಶನಾಲಯ ತಿಳಿಸಿದೆ. ಈ ನಿರ್ಧಾರದಿಂದ ರಫ್ತುದಾರರ ಆದಾಯ ಹೆಚ್ಚಲಿದೆ ಎಂದು ವ್ಯಾಪಾರ ತಜ್ಞರು ಹೇಳಿದ್ದಾರೆ. ರೈತರಿಗೂ ಈ ನಿರ್ಧಾರ ಅನುಕೂಲವಾಗಲಿದೆ ಎಂದು ತಜ್ಞರು ಅಭಿಪ್ರಾಯಪಟ್ಟಿದ್ದಾರೆ. <box>22 1550 371 1653</box>
modi-photo-caption: ಲಕ್ಷ್ಮಿ ಹೆಬ್ಬಾಳಕರ <box>917 896 978 909</box>
ganapati-col1-text: ಚಿತ್ರದುರ್ಗ: ವಿಶ್ವ ಹಿಂದೂ ಪರಿಷತ್ ಮತ್ತು ಬಜರಂಗದಳ ನೇತೃತ್ವದಲ್ಲಿ ನಗರದ ಜೈನಧಾಮದಲ್ಲಿ ಪ್ರತಿಷ್ಠಾಪಿಸಿದ್ದ ಹಿಂದೂ ಮಹಾಗಣಪತಿ ಮೂರ್ತಿಯ ವಿಸರ್ಜನಾ ಮಹೋತ್ಸವದ ಶೋಭಾಯಾತ್ರೆ ಶನಿವಾರ ಅದ್ದೂರಿಯಾಗಿ ನಡೆಯಿತು. ಭಾರಿ ಸಂಖ್ಯೆಯಲ್ಲಿ ಭಕ್ತರು ಪಾಲ್ಗೊಂಡಿದ್ದರು. ಶೋಭಾಯಾತ್ರೆಯಲ್ಲಿ ಡಿಜೆ ಸದ್ದಿಗೆ ಯುವಕರು ಹೆಜ್ಜೆ ಹಾಕಿ ಕುಣಿದು ಕುಪ್ಪಳಿಸಿದರು. ಕೇಸರಿ ಧ್ವಜಗಳು ರಾರಾಜಿಸಿದವು. ನಗರದ ಪ್ರಮುಖ ರಸ್ತೆಗಳಲ್ಲಿ ಸಂಚರಿಸಿದ ಮೆರವಣಿಗೆ ವೀಕ್ಷಿಸಲು ಸಾವಿರಾರು ಜನರು ರಸ್ತೆಯ ಇಕ್ಕೆಲಗಳಲ್ಲಿ ಜಮಾಯಿಸಿದ್ದರು. ಕಟ್ಟಡಗಳ ಮೇಲೆ ನಿಂತು ಶೋಭಾಯಾತ್ರೆ ಕಣ್ತುಂಬಿಕೊಂಡರು. ಪೊಲೀಸರು ಬಿಗಿ ಬಂದೋಬಸ್ತ್ ಕಲ್ಪಿಸಿದ್ದರು. <box>401 1486 652 1619</box>
elders-body-d: ಪ್ರಾಧಿಕಾರಿಗಳಾದ ಶ್ರೀಹರಿ ಬಾಬು ಬಿ.ಎಲ್ ಹಾಗೂ ಹಿರಿಯ ನಾಗರಿಕರ ಕಲ್ಯಾಣ ಸಮಿತಿಯ ಪದಾಧಿಕಾರಿಗಳು ಉಪಸ್ಥಿತರಿರುವರು. ಮಹಿಳಾ ಮತ್ತು ಮಕ್ಕಳ ಅಭಿವೃದ್ಧಿ ಇಲಾಖೆ ಉಪ ನಿರ್ದೇಶಕರು ಕಾರ್ಯಕ್ರಮ ಯಶಸ್ವಿಗೊಳಿಸಲು ಕೋರಿದ್ದಾರೆ. <box>1209 2316 1491 2374</box>
karmika-col3-text: ಕಾರ್ಮಿಕರ ಕಲ್ಯಾಣ ಮಂಡಳಿಯಲ್ಲಿರುವ ನಿಧಿಯನ್ನು ಯಾವ ಉದ್ದೇಶಕ್ಕೆ ಬಳಸಬೇಕು, ಕಾಯ್ದೆಯಲ್ಲಿ ಸ್ಪಷ್ಟವಾಗಿ ಹೇಳಲಾಗಿದೆ. ಆದರೆ ಕಲ್ಯಾಣ ಮಂಡಳಿಯಲ್ಲಿ ಹಣದ ದುರ್ಬಳಕೆಯಾಗುತ್ತಿದೆ. ಇದಕ್ಕೆ ಅವಕಾಶ ಕೊಡಲ್ಲ. ಕಾರ್ಮಿಕರ ಕಲ್ಯಾಣಕ್ಕಾಗಿ ಹಣ ಕೊಡುವುದು ಎಂದು? ಪಾಸ್ ಆಗಿರುವ ಕಾನೂನು ಪ್ರಕಾರ ನಡೆದುಕೊಳ್ಳದ ಅಧಿಕಾರಿಗಳಿಗೆ ಏಕೆ ಸಂಬಳ?' ಎಂದು ಪ್ರಶ್ನಿಸಿತು. ವಿಚಾರಣೆಯನ್ನು ಅಕ್ಟೋಬರ್ 1ಕ್ಕೆ ಮುಂದೂಡಿತು. <box>948 1241 1134 1374</box>
vaccine-vial-photo <box>1356 1014 1493 1137</box>
ganapati-article <box>390 1399 1502 1844</box>
byline: ಬದಲಾವಣೆ ಸುದ್ದಿ <box>1162 1011 1348 1024</box>
byline: ಬದಲಾವಣೆ ಸುದ್ದಿ <box>404 610 833 623</box>
elderly-crowd-illustration <box>924 1930 1492 2309</box>
byline: ಬದಲಾವಣೆ ಸುದ್ದಿ <box>627 1926 913 1939</box>
tirupati-article <box>9 991 382 1433</box>
railway-headline-main: ಸಚಿವ ವಿ.ಸೋಮಣ್ಣ <box>118 1923 401 1973</box>
railway-headline-line2 <box>11 1920 607 1977</box>
elders-article <box>616 1851 1502 2445</box>
felicitation-stage-photo <box>328 1991 598 2095</box>
byline: ಬದಲಾವಣೆ ಸುದ್ದಿ <box>401 988 741 1001</box>
